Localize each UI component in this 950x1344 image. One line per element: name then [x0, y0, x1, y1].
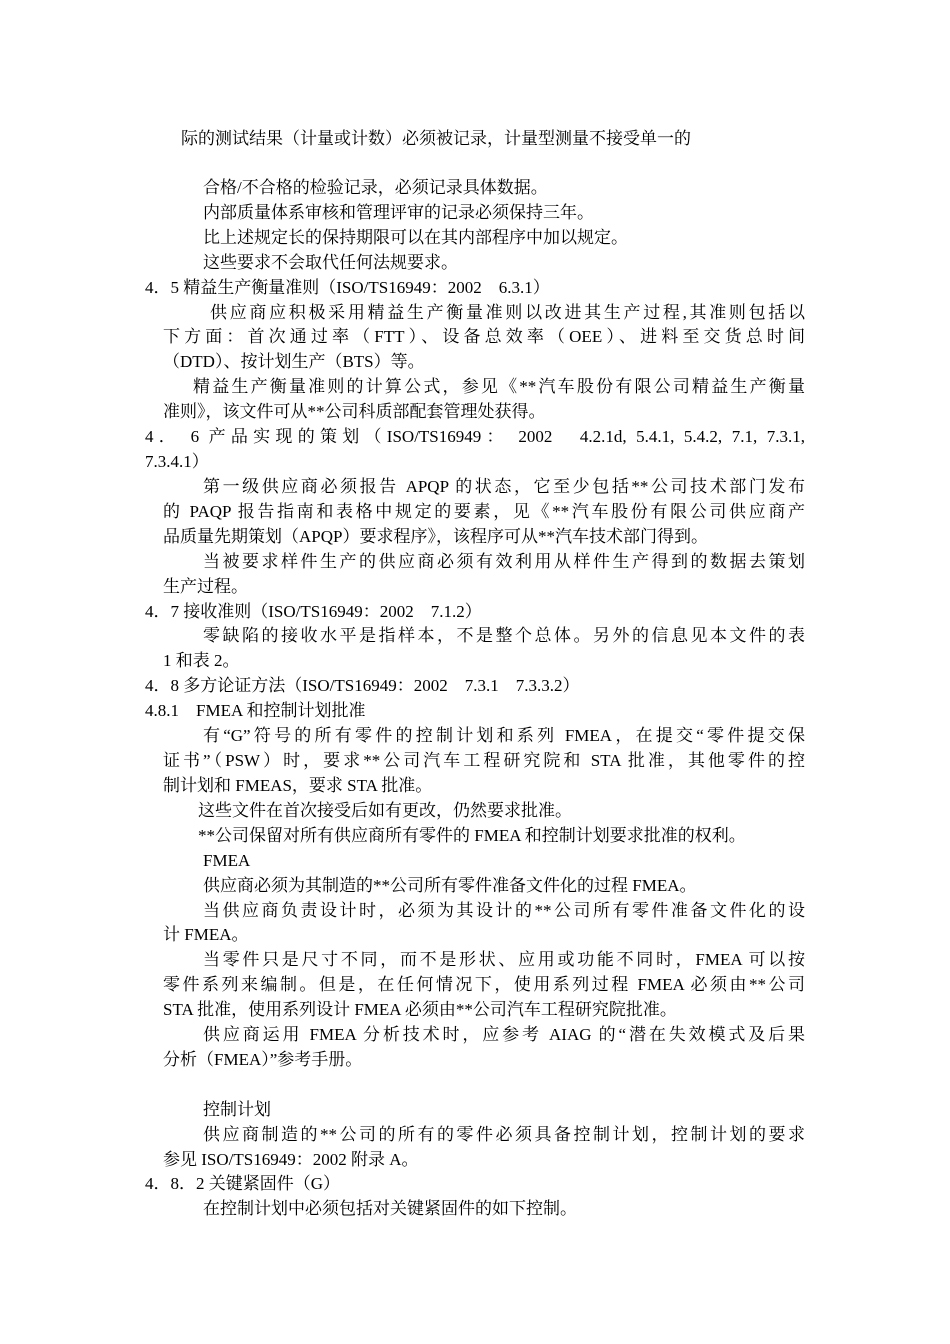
text-line: 证书”（PSW）时，要求**公司汽车工程研究院和 STA 批准，其他零件的控 [163, 751, 805, 770]
text-line: 零缺陷的接收水平是指样本，不是整个总体。另外的信息见本文件的表 [203, 626, 805, 645]
subheading-fmea: FMEA [203, 851, 251, 870]
text-line: 第一级供应商必须报告 APQP 的状态，它至少包括**公司技术部门发布 [203, 477, 805, 496]
text-line: 比上述规定长的保持期限可以在其内部程序中加以规定。 [203, 228, 628, 247]
text-line: 供应商制造的**公司的所有的零件必须具备控制计划，控制计划的要求 [203, 1125, 805, 1144]
text-line: 参见 ISO/TS16949：2002 附录 A。 [163, 1150, 419, 1169]
text-line: STA 批准，使用系列设计 FMEA 必须由**公司汽车工程研究院批准。 [163, 1000, 677, 1019]
text-line: 这些文件在首次接受后如有更改，仍然要求批准。 [198, 801, 572, 820]
text-line: 当供应商负责设计时，必须为其设计的**公司所有零件准备文件化的设 [203, 901, 805, 920]
text-line: 零件系列来编制。但是，在任何情况下，使用系列过程 FMEA 必须由**公司 [163, 975, 805, 994]
text-line: 计 FMEA。 [163, 925, 249, 944]
text-line: 供应商应积极采用精益生产衡量准则以改进其生产过程,其准则包括以 [210, 303, 805, 322]
text-line: 分析（FMEA）”参考手册。 [163, 1050, 363, 1069]
subsection-heading: 4.8.1 FMEA 和控制计划批准 [145, 701, 366, 720]
text-line: 供应商必须为其制造的**公司所有零件准备文件化的过程 FMEA。 [203, 876, 697, 895]
text-line: 制计划和 FMEAS，要求 STA 批准。 [163, 776, 433, 795]
text-line: 当被要求样件生产的供应商必须有效利用从样件生产得到的数据去策划 [203, 552, 805, 571]
section-heading: 4． 6 产品实现的策划（ISO/TS16949： 2002 4.2.1d, 5.4.1, 5.4.2, 7.1, 7.3.1, [145, 427, 805, 446]
text-line: 生产过程。 [163, 577, 248, 596]
section-heading: 4．7 接收准则（ISO/TS16949：2002 7.1.2） [145, 602, 482, 621]
text-line: 1 和表 2。 [163, 651, 240, 670]
text-line: 有“G”符号的所有零件的控制计划和系列 FMEA，在提交“零件提交保 [203, 726, 805, 745]
text-line: 际的测试结果（计量或计数）必须被记录，计量型测量不接受单一的 [181, 129, 691, 148]
text-line: 在控制计划中必须包括对关键紧固件的如下控制。 [203, 1199, 577, 1218]
text-line: **公司保留对所有供应商所有零件的 FMEA 和控制计划要求批准的权利。 [198, 826, 746, 845]
text-line: 合格/不合格的检验记录，必须记录具体数据。 [203, 178, 548, 197]
text-line: 当零件只是尺寸不同，而不是形状、应用或功能不同时，FMEA 可以按 [203, 950, 805, 969]
text-line: 的 PAQP 报告指南和表格中规定的要素，见《**汽车股份有限公司供应商产 [163, 502, 805, 521]
text-line: 准则》，该文件可从**公司科质部配套管理处获得。 [163, 402, 546, 421]
text-line: 这些要求不会取代任何法规要求。 [203, 253, 458, 272]
text-line: 供应商运用 FMEA 分析技术时，应参考 AIAG 的“潜在失效模式及后果 [203, 1025, 805, 1044]
text-line: 内部质量体系审核和管理评审的记录必须保持三年。 [203, 203, 594, 222]
text-line: 精益生产衡量准则的计算公式，参见《**汽车股份有限公司精益生产衡量 [193, 377, 805, 396]
subheading-control-plan: 控制计划 [203, 1100, 271, 1119]
subsection-heading: 4．8．2 关键紧固件（G） [145, 1174, 341, 1193]
text-line: （DTD）、按计划生产（BTS）等。 [163, 352, 425, 371]
text-line: 品质量先期策划（APQP）要求程序》，该程序可从**汽车技术部门得到。 [163, 527, 708, 546]
text-line: 下方面：首次通过率（FTT）、设备总效率（OEE）、进料至交货总时间 [163, 327, 805, 346]
section-heading: 4．5 精益生产衡量准则（ISO/TS16949：2002 6.3.1） [145, 278, 550, 297]
section-heading: 4．8 多方论证方法（ISO/TS16949：2002 7.3.1 7.3.3.2） [145, 676, 580, 695]
section-heading: 7.3.4.1） [145, 452, 209, 471]
